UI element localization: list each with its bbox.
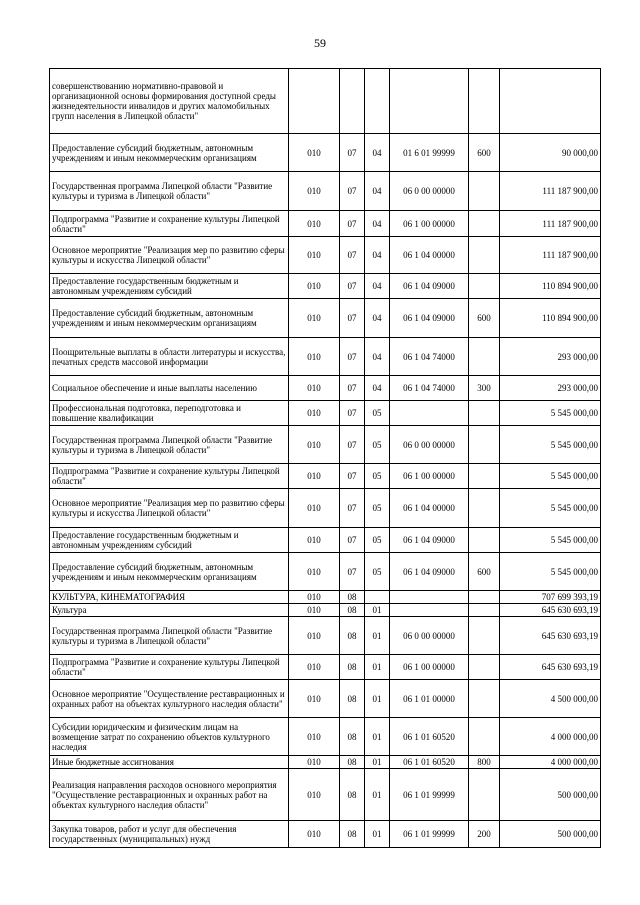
row-name: Подпрограмма "Развитие и сохранение культуры Липецкой области" [50,655,289,680]
cell-rz: 07 [340,464,365,489]
cell-amount: 645 630 693,19 [500,604,601,617]
row-name: Государственная программа Липецкой области "Развитие культуры и туризма в Липецкой области" [50,172,289,211]
table-row [50,617,601,655]
cell-pr: 04 [365,274,390,299]
cell-pr: 01 [365,655,390,680]
cell-ved: 010 [289,718,340,756]
cell-amount: 5 545 000,00 [500,401,601,426]
row-name: Подпрограмма "Развитие и сохранение культуры Липецкой области" [50,211,289,237]
cell-ved: 010 [289,134,340,172]
cell-vr: 200 [469,821,500,848]
row-name: совершенствованию нормативно-правовой и организационной основы формирования доступной среды жизнедеятельности инвалидов и других маломобильных групп населения в Липецкой области" [50,69,289,134]
cell-pr: 01 [365,769,390,821]
cell-rz: 08 [340,769,365,821]
cell-pr [365,69,390,134]
cell-pr: 04 [365,172,390,211]
table-row [50,655,601,680]
cell-csr: 06 0 00 00000 [390,172,469,211]
table-row [50,464,601,489]
cell-vr: 600 [469,299,500,338]
cell-csr: 06 0 00 00000 [390,426,469,464]
cell-rz: 08 [340,655,365,680]
cell-pr: 05 [365,426,390,464]
cell-ved: 010 [289,401,340,426]
cell-pr: 04 [365,376,390,401]
cell-ved: 010 [289,299,340,338]
cell-pr: 04 [365,299,390,338]
cell-rz: 07 [340,299,365,338]
cell-ved: 010 [289,821,340,848]
table-row [50,604,601,617]
cell-csr: 06 1 01 60520 [390,718,469,756]
cell-csr [390,401,469,426]
cell-ved: 010 [289,553,340,591]
table-row [50,338,601,376]
cell-csr: 06 1 04 09000 [390,299,469,338]
table-row [50,528,601,553]
table-row [50,134,601,172]
cell-rz: 07 [340,134,365,172]
cell-ved: 010 [289,655,340,680]
row-name: Предоставление субсидий бюджетным, автономным учреждениям и иным некоммерческим организациям [50,553,289,591]
cell-vr [469,769,500,821]
cell-amount: 645 630 693,19 [500,617,601,655]
cell-csr: 06 1 04 09000 [390,528,469,553]
cell-amount [500,69,601,134]
cell-pr: 01 [365,617,390,655]
cell-rz: 08 [340,821,365,848]
cell-csr: 06 0 00 00000 [390,617,469,655]
table-row [50,237,601,274]
cell-ved: 010 [289,376,340,401]
table-row [50,211,601,237]
table-row [50,69,601,134]
table-row [50,718,601,756]
cell-vr [469,401,500,426]
cell-ved: 010 [289,489,340,528]
row-name: Реализация направления расходов основного мероприятия "Осуществление реставрационных и охранных работ на объектах культурного наследия области" [50,769,289,821]
cell-amount: 4 000 000,00 [500,756,601,769]
cell-rz [340,69,365,134]
table-row [50,426,601,464]
cell-amount: 5 545 000,00 [500,426,601,464]
cell-pr [365,591,390,604]
table-row [50,553,601,591]
cell-pr: 01 [365,680,390,718]
cell-ved: 010 [289,426,340,464]
row-name: Предоставление государственным бюджетным и автономным учреждениям субсидий [50,528,289,553]
cell-amount: 110 894 900,00 [500,274,601,299]
cell-csr: 06 1 01 60520 [390,756,469,769]
cell-amount: 645 630 693,19 [500,655,601,680]
cell-ved: 010 [289,211,340,237]
cell-amount: 110 894 900,00 [500,299,601,338]
cell-vr [469,655,500,680]
row-name: Субсидии юридическим и физическим лицам на возмещение затрат по сохранению объектов культурного наследия [50,718,289,756]
cell-ved [289,69,340,134]
cell-pr: 05 [365,553,390,591]
cell-ved: 010 [289,464,340,489]
cell-pr: 05 [365,528,390,553]
cell-pr: 05 [365,464,390,489]
cell-rz: 07 [340,528,365,553]
cell-vr: 800 [469,756,500,769]
cell-amount: 293 000,00 [500,338,601,376]
cell-pr: 04 [365,338,390,376]
cell-vr [469,237,500,274]
cell-rz: 07 [340,553,365,591]
cell-vr [469,69,500,134]
budget-table [49,68,601,848]
cell-vr: 300 [469,376,500,401]
cell-pr: 01 [365,756,390,769]
cell-ved: 010 [289,769,340,821]
cell-ved: 010 [289,617,340,655]
cell-ved: 010 [289,338,340,376]
cell-pr: 05 [365,489,390,528]
table-row [50,489,601,528]
row-name: Предоставление государственным бюджетным и автономным учреждениям субсидий [50,274,289,299]
cell-vr [469,591,500,604]
cell-vr [469,718,500,756]
cell-csr: 06 1 04 00000 [390,237,469,274]
row-name: Основное мероприятие "Реализация мер по развитию сферы культуры и искусства Липецкой области" [50,489,289,528]
table-row [50,821,601,848]
cell-amount: 5 545 000,00 [500,464,601,489]
cell-csr: 01 6 01 99999 [390,134,469,172]
cell-vr [469,211,500,237]
cell-ved: 010 [289,680,340,718]
cell-rz: 08 [340,617,365,655]
cell-vr [469,604,500,617]
table-row [50,401,601,426]
table-row [50,274,601,299]
cell-ved: 010 [289,591,340,604]
cell-amount: 4 500 000,00 [500,680,601,718]
budget-table-body [50,69,601,848]
cell-amount: 293 000,00 [500,376,601,401]
cell-rz: 08 [340,756,365,769]
cell-vr [469,617,500,655]
cell-csr: 06 1 04 74000 [390,338,469,376]
row-name: Профессиональная подготовка, переподготовка и повышение квалификации [50,401,289,426]
row-name: Социальное обеспечение и иные выплаты населению [50,376,289,401]
cell-pr: 04 [365,134,390,172]
row-name: Культура [50,604,289,617]
cell-vr [469,464,500,489]
cell-amount: 111 187 900,00 [500,237,601,274]
table-row [50,172,601,211]
cell-csr: 06 1 01 99999 [390,769,469,821]
table-row [50,591,601,604]
cell-rz: 07 [340,401,365,426]
cell-rz: 07 [340,237,365,274]
cell-amount: 500 000,00 [500,769,601,821]
cell-rz: 08 [340,604,365,617]
cell-vr [469,528,500,553]
row-name: Государственная программа Липецкой области "Развитие культуры и туризма в Липецкой области" [50,426,289,464]
cell-rz: 07 [340,211,365,237]
cell-rz: 08 [340,591,365,604]
cell-vr [469,489,500,528]
cell-csr: 06 1 04 00000 [390,489,469,528]
cell-csr: 06 1 04 74000 [390,376,469,401]
cell-csr: 06 1 00 00000 [390,464,469,489]
cell-csr: 06 1 04 09000 [390,274,469,299]
row-name: Подпрограмма "Развитие и сохранение культуры Липецкой области" [50,464,289,489]
cell-vr: 600 [469,553,500,591]
cell-amount: 5 545 000,00 [500,528,601,553]
cell-pr: 01 [365,718,390,756]
row-name: Основное мероприятие "Осуществление реставрационных и охранных работ на объектах культурного наследия области" [50,680,289,718]
cell-amount: 5 545 000,00 [500,553,601,591]
cell-rz: 07 [340,426,365,464]
row-name: КУЛЬТУРА, КИНЕМАТОГРАФИЯ [50,591,289,604]
cell-csr: 06 1 00 00000 [390,211,469,237]
cell-vr [469,172,500,211]
row-name: Иные бюджетные ассигнования [50,756,289,769]
cell-rz: 08 [340,680,365,718]
cell-rz: 07 [340,376,365,401]
cell-vr: 600 [469,134,500,172]
cell-pr: 04 [365,211,390,237]
table-row [50,769,601,821]
cell-vr [469,426,500,464]
cell-csr: 06 1 00 00000 [390,655,469,680]
cell-rz: 07 [340,489,365,528]
row-name: Основное мероприятие "Реализация мер по развитию сферы культуры и искусства Липецкой области" [50,237,289,274]
cell-amount: 707 699 393,19 [500,591,601,604]
cell-ved: 010 [289,237,340,274]
cell-rz: 07 [340,338,365,376]
cell-ved: 010 [289,604,340,617]
cell-ved: 010 [289,274,340,299]
cell-pr: 01 [365,821,390,848]
cell-rz: 08 [340,718,365,756]
table-row [50,376,601,401]
cell-rz: 07 [340,172,365,211]
cell-rz: 07 [340,274,365,299]
page-number: 59 [314,36,326,50]
row-name: Закупка товаров, работ и услуг для обеспечения государственных (муниципальных) нужд [50,821,289,848]
cell-pr: 01 [365,604,390,617]
cell-csr [390,69,469,134]
cell-ved: 010 [289,172,340,211]
table-row [50,756,601,769]
cell-csr: 06 1 01 00000 [390,680,469,718]
cell-csr [390,591,469,604]
cell-csr: 06 1 01 99999 [390,821,469,848]
cell-pr: 04 [365,237,390,274]
cell-ved: 010 [289,528,340,553]
cell-amount: 111 187 900,00 [500,211,601,237]
table-row [50,299,601,338]
row-name: Предоставление субсидий бюджетным, автономным учреждениям и иным некоммерческим организациям [50,299,289,338]
cell-ved: 010 [289,756,340,769]
cell-amount: 5 545 000,00 [500,489,601,528]
cell-vr [469,274,500,299]
cell-csr [390,604,469,617]
row-name: Государственная программа Липецкой области "Развитие культуры и туризма в Липецкой области" [50,617,289,655]
cell-amount: 90 000,00 [500,134,601,172]
cell-vr [469,680,500,718]
cell-amount: 111 187 900,00 [500,172,601,211]
row-name: Предоставление субсидий бюджетным, автономным учреждениям и иным некоммерческим организациям [50,134,289,172]
cell-amount: 500 000,00 [500,821,601,848]
table-row [50,680,601,718]
cell-vr [469,338,500,376]
cell-pr: 05 [365,401,390,426]
cell-amount: 4 000 000,00 [500,718,601,756]
cell-csr: 06 1 04 09000 [390,553,469,591]
row-name: Поощрительные выплаты в области литературы и искусства, печатных средств массовой информации [50,338,289,376]
